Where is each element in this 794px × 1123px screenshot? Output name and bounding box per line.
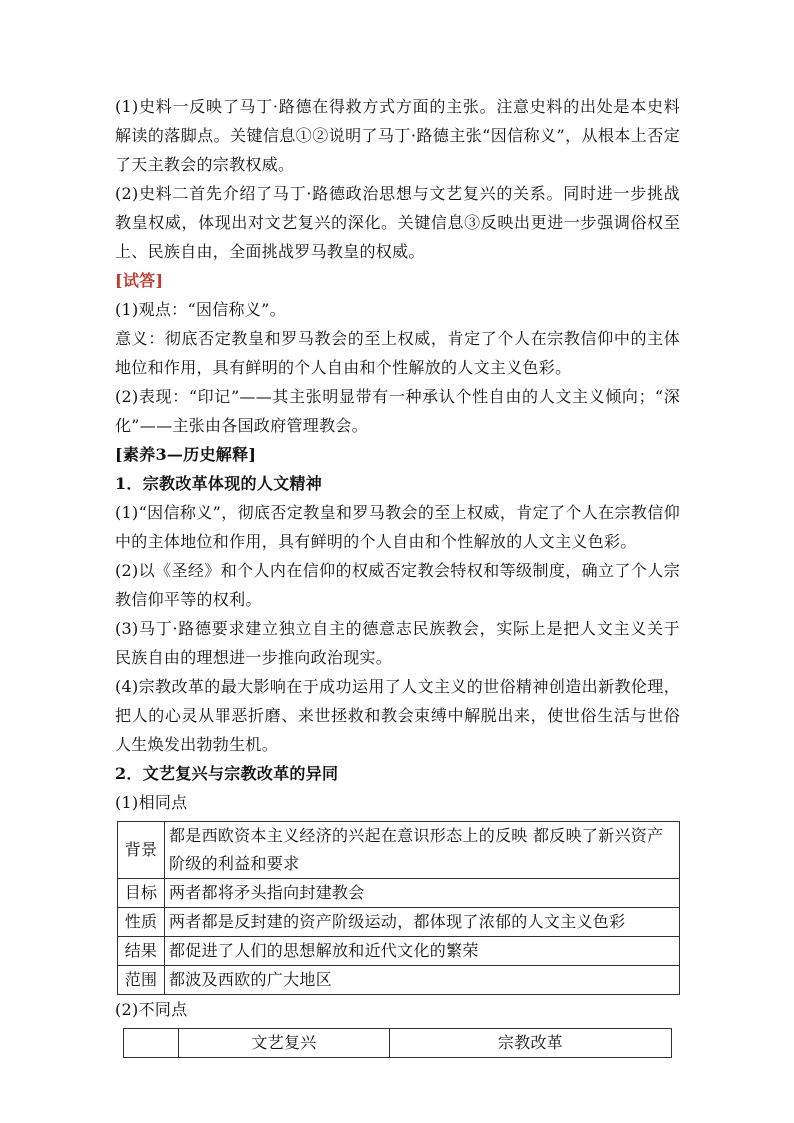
section-1-title: 1．宗教改革体现的人文精神 <box>115 474 323 493</box>
header-reformation: 宗教改革 <box>390 1029 672 1058</box>
table-header-row <box>124 1029 672 1058</box>
answer-viewpoint: (1)观点：“因信称义”。 <box>115 300 286 319</box>
row-text: 都是西欧资本主义经济的兴起在意识形态上的反映 都反映了新兴资产阶级的利益和要求 <box>165 822 680 879</box>
paragraph-analysis-1: (1)史料一反映了马丁·路德在得救方式方面的主张。注意史料的出处是本史料解读的落脚点。关键信息①②说明了马丁·路德主张“因信称义”，从根本上否定了天主教会的宗教权威。 <box>115 97 680 174</box>
paragraph-analysis-2: (2)史料二首先介绍了马丁·路德政治思想与文艺复兴的关系。同时进一步挑战教皇权威，体现出对文艺复兴的深化。关键信息③反映出更进一步强调俗权至上、民族自由，全面挑战罗马教皇的权威。 <box>115 184 680 261</box>
answer-significance: 意义：彻底否定教皇和罗马教会的至上权威，肯定了个人在宗教信仰中的主体地位和作用，具有鲜明的个人自由和个性解放的人文主义色彩。 <box>115 329 680 377</box>
row-head: 结果 <box>118 937 165 966</box>
literacy-label: [素养3—历史解释] <box>115 445 257 464</box>
row-text: 都波及西欧的广大地区 <box>165 966 680 995</box>
row-head: 背景 <box>118 822 165 879</box>
similarities-table <box>117 821 680 995</box>
section-1-item-2: (2)以《圣经》和个人内在信仰的权威否定教会特权和等级制度，确立了个人宗教信仰平等的权利。 <box>115 561 680 609</box>
section-2-title: 2．文艺复兴与宗教改革的异同 <box>115 764 339 783</box>
row-head: 目标 <box>118 879 165 908</box>
document-page <box>115 92 680 1058</box>
try-answer-label: [试答] <box>115 271 164 290</box>
row-text: 都促进了人们的思想解放和近代文化的繁荣 <box>165 937 680 966</box>
table-row <box>118 966 680 995</box>
answer-performance: (2)表现：“印记”——其主张明显带有一种承认个性自由的人文主义倾向；“深化”——主张由各国政府管理教会。 <box>115 387 680 435</box>
table-row <box>118 908 680 937</box>
table-row <box>118 822 680 879</box>
differences-table <box>123 1028 672 1058</box>
header-renaissance: 文艺复兴 <box>179 1029 390 1058</box>
section-1-item-1: (1)“因信称义”，彻底否定教皇和罗马教会的至上权威，肯定了个人在宗教信仰中的主体地位和作用，具有鲜明的个人自由和个性解放的人文主义色彩。 <box>115 503 680 551</box>
section-1-item-3: (3)马丁·路德要求建立独立自主的德意志民族教会，实际上是把人文主义关于民族自由的理想进一步推向政治现实。 <box>115 619 680 667</box>
row-head: 性质 <box>118 908 165 937</box>
section-1-item-4: (4)宗教改革的最大影响在于成功运用了人文主义的世俗精神创造出新教伦理，把人的心灵从罪恶折磨、来世拯救和教会束缚中解脱出来，使世俗生活与世俗人生焕发出勃勃生机。 <box>115 677 680 754</box>
row-text: 两者都将矛头指向封建教会 <box>165 879 680 908</box>
table-row <box>118 879 680 908</box>
row-head: 范围 <box>118 966 165 995</box>
section-2-sub-diff: (2)不同点 <box>115 1000 188 1019</box>
section-2-sub-same: (1)相同点 <box>115 793 188 812</box>
header-empty <box>124 1029 179 1058</box>
row-text: 两者都是反封建的资产阶级运动，都体现了浓郁的人文主义色彩 <box>165 908 680 937</box>
table-row <box>118 937 680 966</box>
